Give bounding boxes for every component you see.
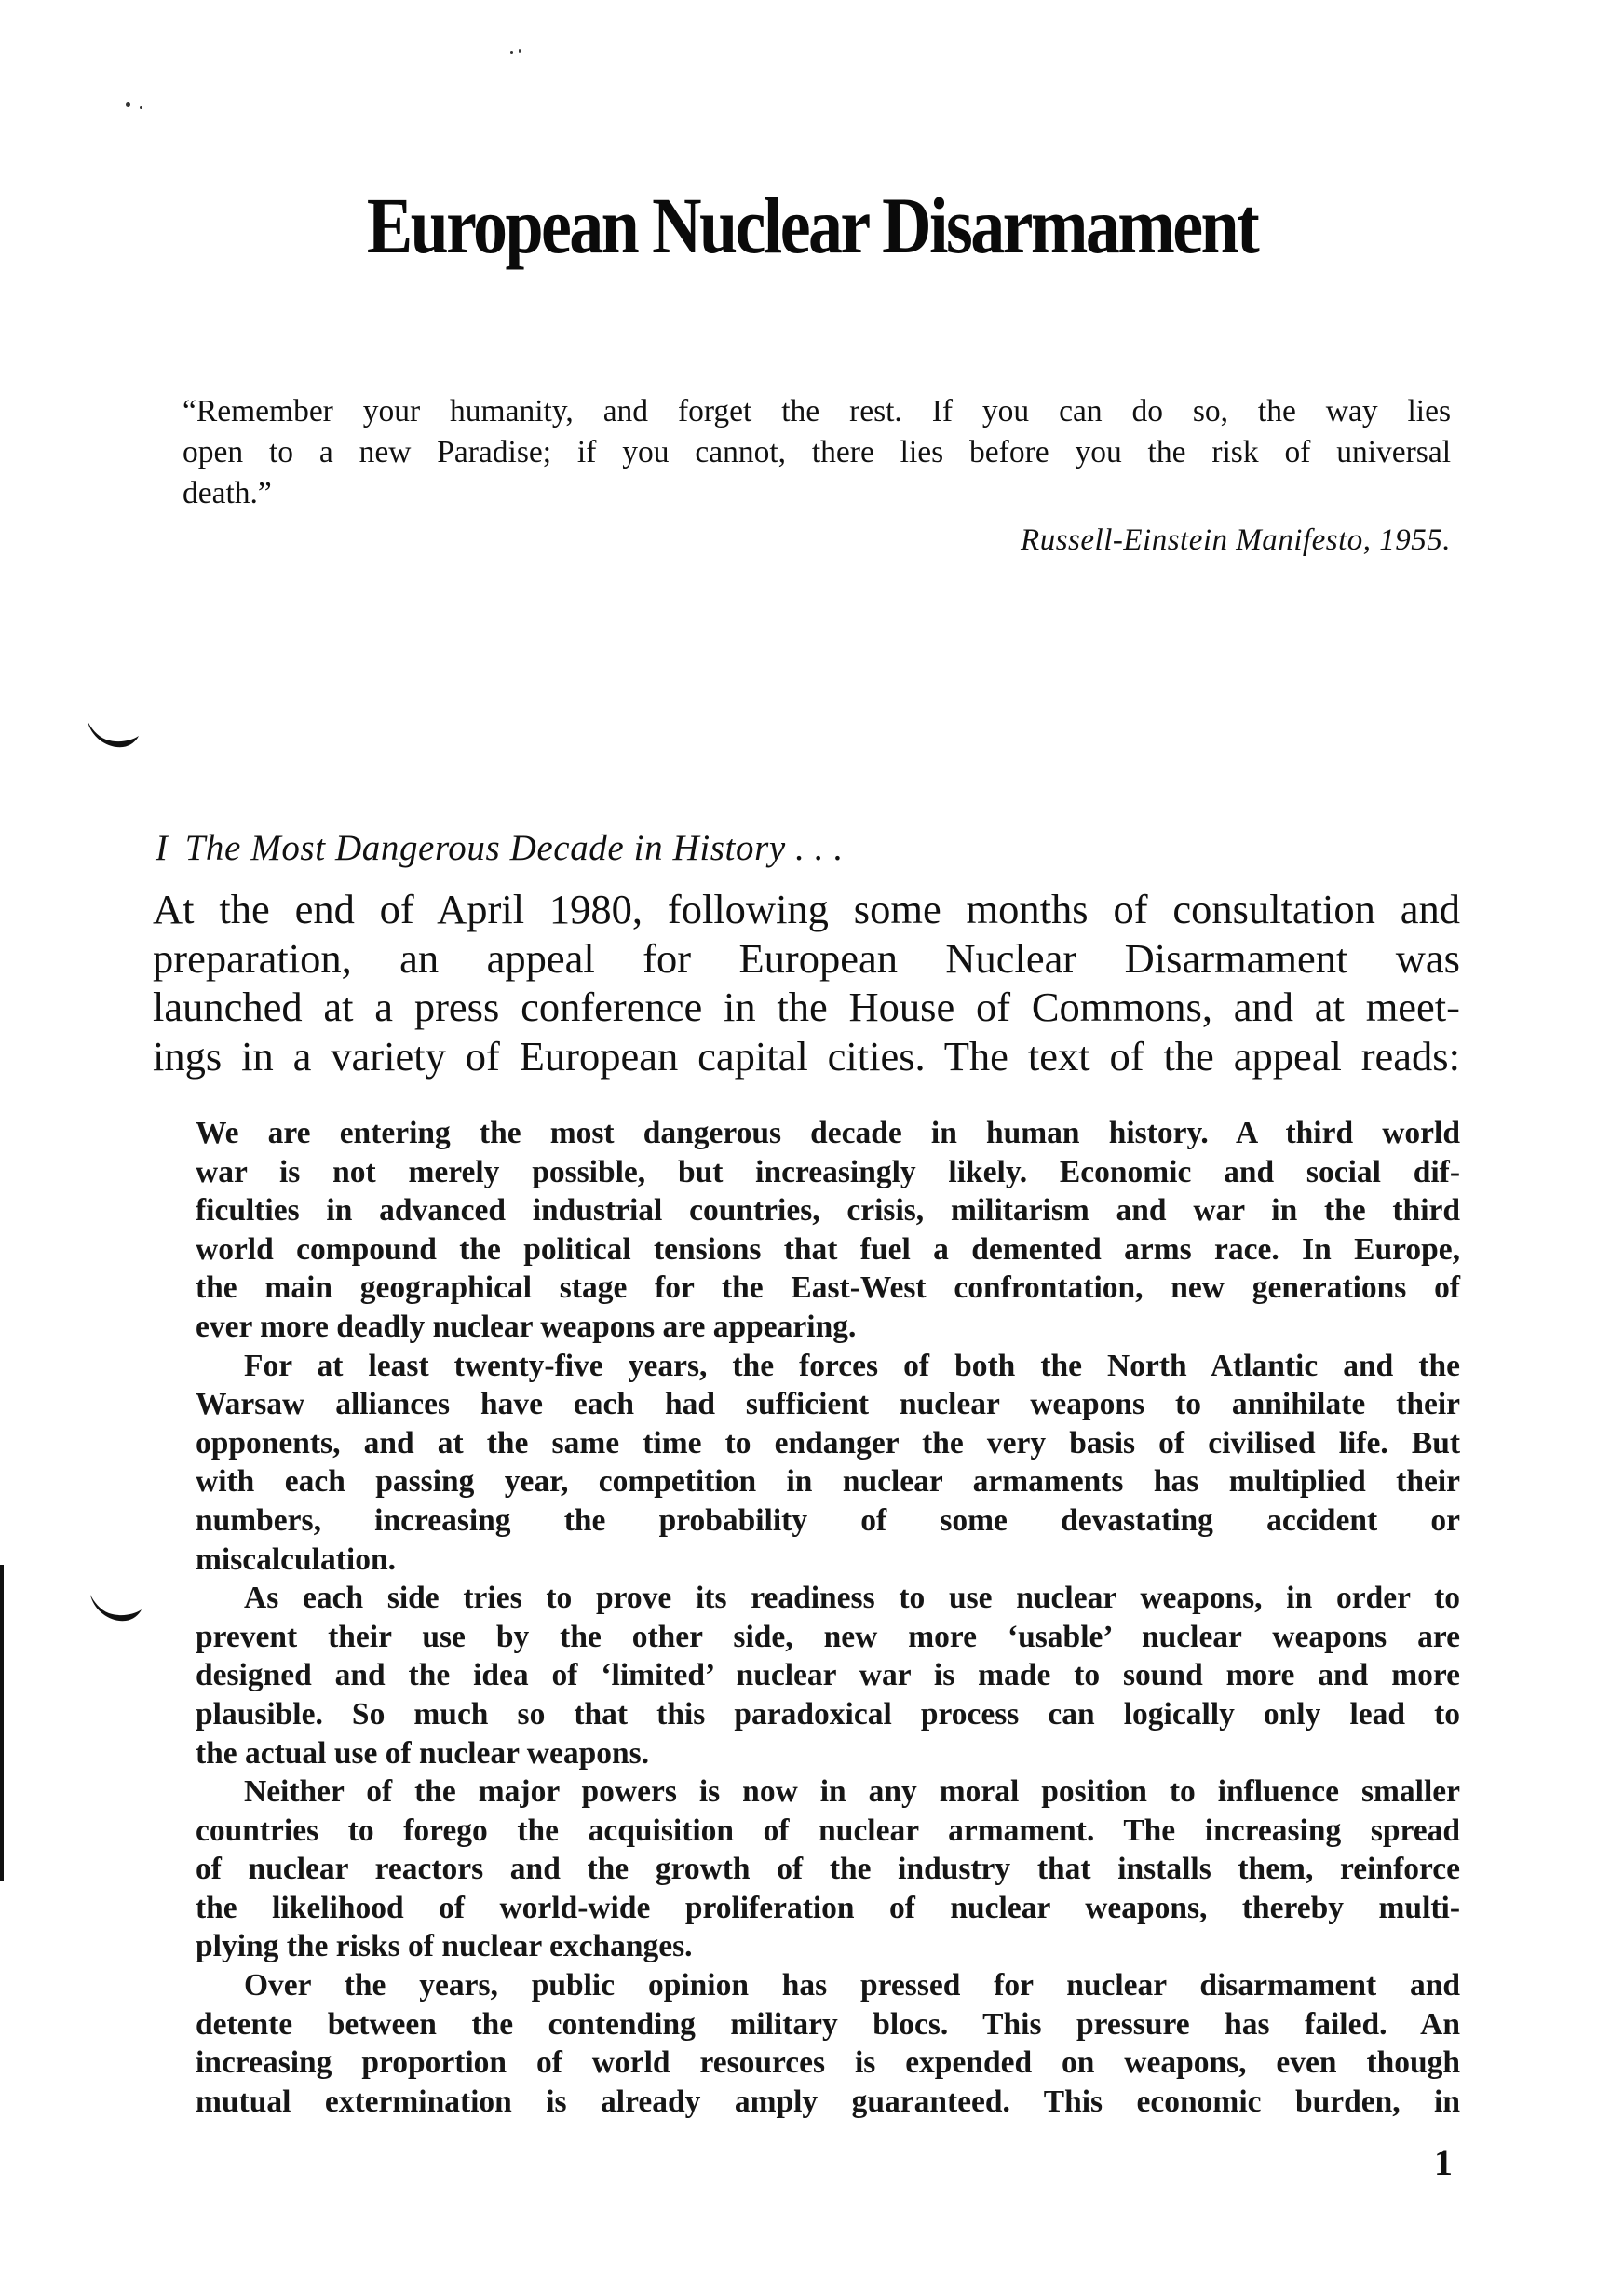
crescent-mark-icon [86,719,140,751]
scan-speck [510,51,513,54]
appeal-line: We are entering the most dangerous decade in human history. A third world [196,1116,1460,1150]
appeal-line: the likelihood of world-wide proliferation of nuclear weapons, thereby multi- [196,1890,1460,1925]
appeal-line: Warsaw alliances have each had sufficient nuclear weapons to annihilate their [196,1387,1460,1422]
appeal-line: opponents, and at the same time to endanger the very basis of civilised life. But [196,1425,1460,1460]
binding-edge-line [0,1565,4,1881]
section-heading-text: The Most Dangerous Decade in History . . . [184,828,844,868]
appeal-line: plying the risks of nuclear exchanges. [196,1929,693,1964]
appeal-line: increasing proportion of world resources is expended on weapons, even though [196,2045,1460,2081]
page-number: 1 [1434,2141,1453,2183]
appeal-line: countries to forego the acquisition of nuclear armament. The increasing spread [196,1813,1460,1848]
appeal-line: designed and the idea of ‘limited’ nuclear war is made to sound more and more [196,1658,1460,1693]
appeal-line: the actual use of nuclear weapons. [196,1735,649,1771]
epigraph-line: death.” [183,476,272,510]
epigraph-attribution: Russell-Einstein Manifesto, 1955. [1021,523,1451,557]
scan-speck [126,102,130,107]
appeal-line: world compound the political tensions that fuel a demented arms race. In Europe, [196,1231,1460,1267]
appeal-line: plausible. So much so that this paradoxical process can logically only lead to [196,1696,1460,1731]
epigraph-line: open to a new Paradise; if you cannot, there lies before you the risk of universal [183,435,1451,469]
appeal-line: Over the years, public opinion has pressed for nuclear disarmament and [244,1968,1460,2003]
appeal-line: ever more deadly nuclear weapons are appearing. [196,1309,857,1344]
appeal-line: As each side tries to prove its readiness to use nuclear weapons, in order to [244,1581,1460,1616]
crescent-mark-icon [88,1593,142,1624]
scan-speck [140,106,142,109]
section-number: I [156,828,169,868]
intro-line: ings in a variety of European capital cities. The text of the appeal reads: [153,1032,1460,1080]
appeal-line: with each passing year, competition in nuclear armaments has multiplied their [196,1464,1460,1500]
section-heading [156,827,844,869]
appeal-line: numbers, increasing the probability of some devastating accident or [196,1502,1460,1538]
epigraph-quote [183,391,1451,558]
appeal-line: mutual extermination is already amply guaranteed. This economic burden, in [196,2084,1460,2119]
page-title: European Nuclear Disarmament [366,181,1258,270]
appeal-line: Neither of the major powers is now in any moral position to influence smaller [244,1774,1460,1810]
appeal-line: miscalculation. [196,1541,396,1577]
appeal-line: prevent their use by the other side, new more ‘usable’ nuclear weapons are [196,1619,1460,1654]
intro-line: preparation, an appeal for European Nuclear Disarmament was [153,934,1460,982]
epigraph-line: “Remember your humanity, and forget the rest. If you can do so, the way lies [183,394,1451,428]
appeal-line: war is not merely possible, but increasingly likely. Economic and social dif- [196,1154,1460,1189]
scan-speck [519,49,521,53]
appeal-line: ficulties in advanced industrial countries, crisis, militarism and war in the third [196,1193,1460,1229]
appeal-line: detente between the contending military blocs. This pressure has failed. An [196,2006,1460,2042]
appeal-line: of nuclear reactors and the growth of the industry that installs them, reinforce [196,1852,1460,1887]
intro-line: launched at a press conference in the House of Commons, and at meet- [153,984,1460,1030]
appeal-line: the main geographical stage for the East-West confrontation, new generations of [196,1270,1460,1306]
appeal-text [196,1114,1460,2121]
appeal-line: For at least twenty-five years, the forces of both the North Atlantic and the [244,1348,1460,1383]
intro-paragraph [153,885,1460,1080]
intro-line: At the end of April 1980, following some months of consultation and [153,886,1460,932]
